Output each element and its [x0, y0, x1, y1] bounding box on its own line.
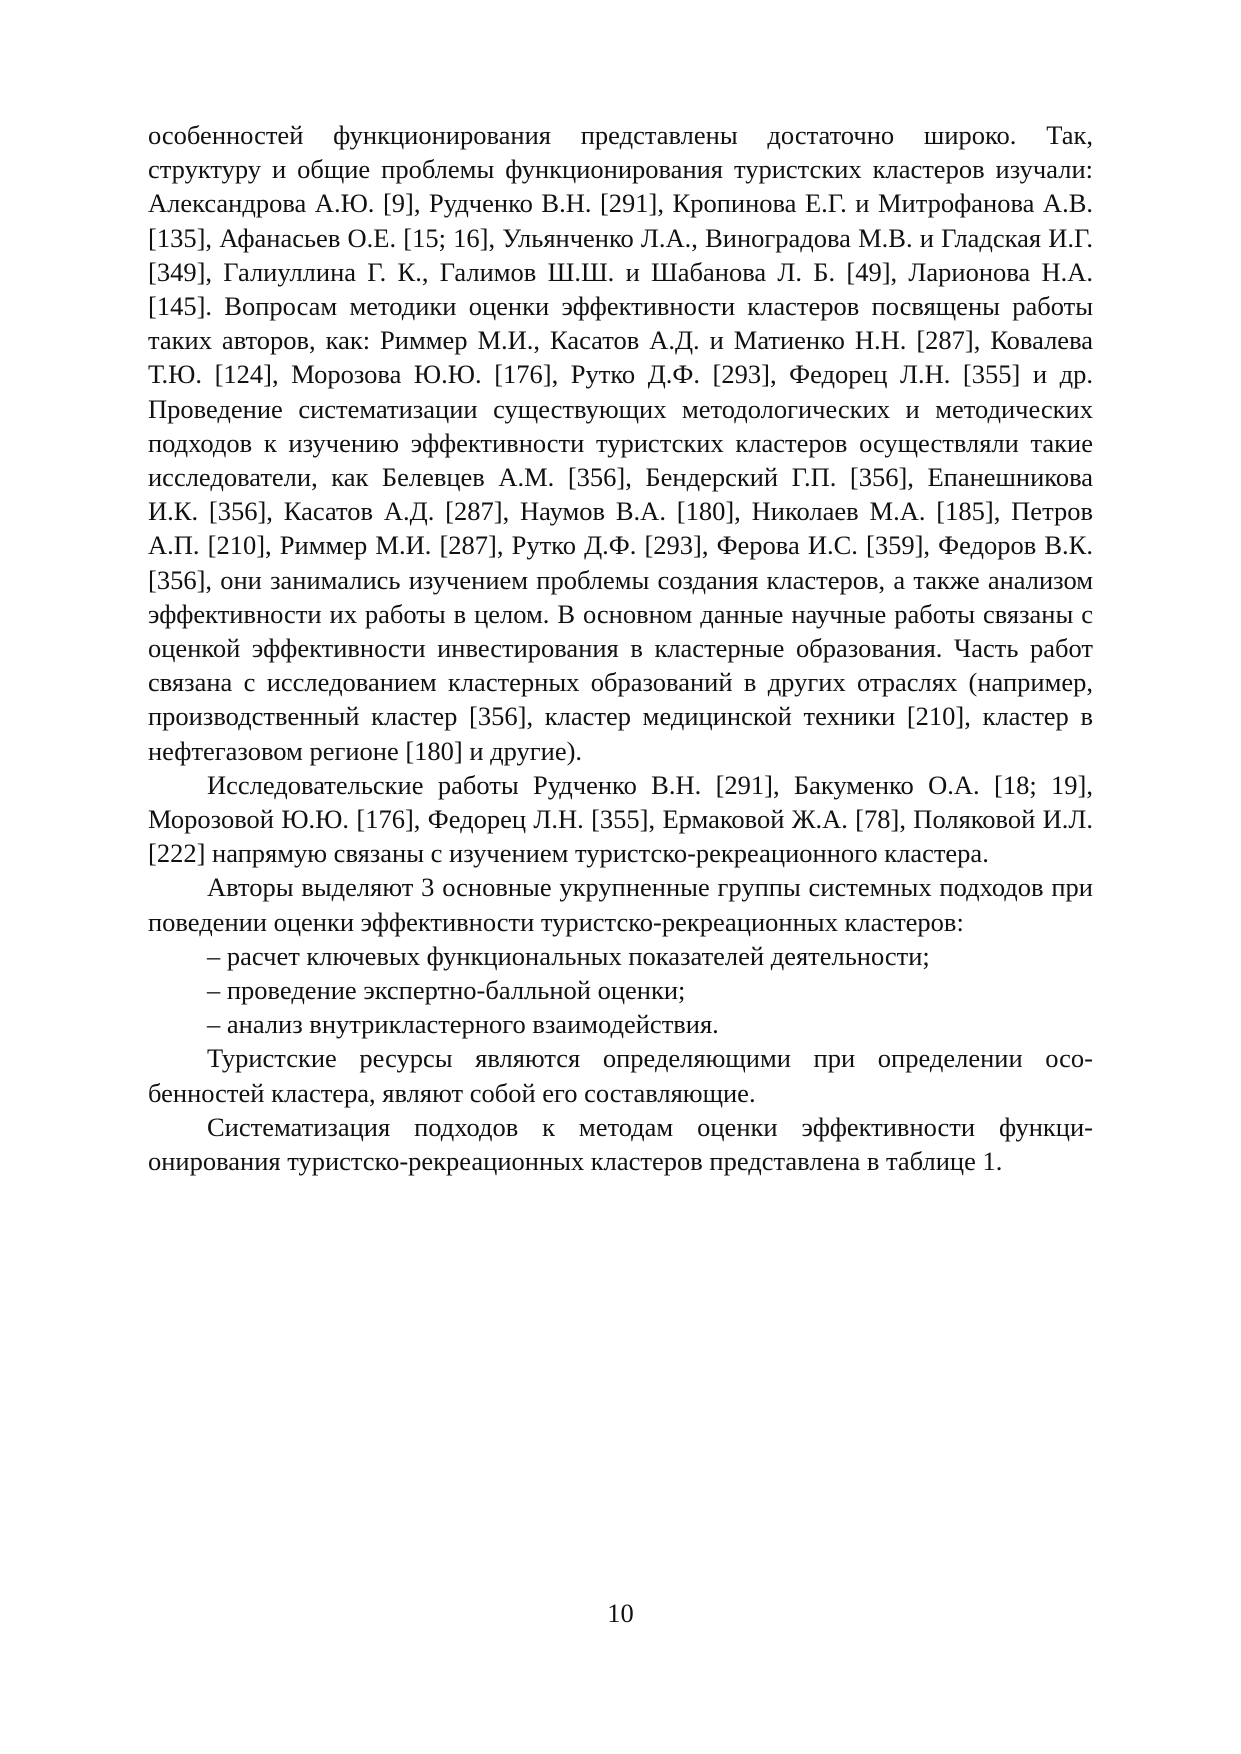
paragraph-table-reference: Систематизация подходов к методам оценки эффективности функционирования туристско-рекреационных кластеров представлена в таблице 1.: [148, 1111, 1093, 1177]
page-body: [148, 118, 1093, 1178]
page-number: 10: [607, 1598, 634, 1628]
paragraph-literature-review: особенностей функционирования представлены достаточно широко. Так, структуру и общие проблемы функционирования туристских кластеров изучали: Александрова А.Ю. [9], Рудченко В.Н. [291], Кропинова Е.Г. и Митрофанова А.В. [135], Афанасьев О.Е. [15; 16], Ульянченко Л.А., Виноградова М.В. и Гладская И.Г. [349], Галиуллина Г. К., Галимов Ш.Ш. и Шабанова Л. Б. [49], Ларионова Н.А. [145]. Вопросам методики оценки эффективности кластеров посвящены работы таких авторов, как: Риммер М.И., Касатов А.Д. и Матиенко Н.Н. [287], Ковалева Т.Ю. [124], Морозова Ю.Ю. [176], Рутко Д.Ф. [293], Федорец Л.Н. [355] и др. Проведение систематизации существующих методологических и методических подходов к изучению эффективности туристских кластеров осуществляли такие исследователи, как Белевцев А.М. [356], Бендерский Г.П. [356], Епанешникова И.К. [356], Касатов А.Д. [287], Наумов В.А. [180], Николаев М.А. [185], Петров А.П. [210], Риммер М.И. [287], Рутко Д.Ф. [293], Ферова И.С. [359], Федоров В.К. [356], они занимались изучением проблемы создания кластеров, а также анализом эффективности их работы в целом. В основном данные научные работы связаны с оценкой эффективности инвестирования в кластерные образования. Часть работ связана с исследованием кластерных образований в других отраслях (например, производственный кластер [356], кластер медицинской техники [210], кластер в нефтегазовом регионе [180] и другие).: [148, 120, 1093, 766]
list-item-functional-indicators: – расчет ключевых функциональных показателей деятельности;: [207, 940, 930, 971]
list-item-intracluster-analysis: – анализ внутрикластерного взаимодействия.: [207, 1009, 719, 1040]
paragraph-approach-groups: Авторы выделяют 3 основные укрупненные группы системных подходов при поведении оценки эффективности туристско-рекреационных кластеров:: [148, 872, 1093, 937]
list-item-expert-scoring: – проведение экспертно-балльной оценки;: [207, 975, 686, 1006]
paragraph-research-works: Исследовательские работы Рудченко В.Н. [291], Бакуменко О.А. [18; 19], Морозовой Ю.Ю. [176], Федорец Л.Н. [355], Ермаковой Ж.А. [78], Поляковой И.Л. [222] напрямую связаны с изучением туристско-рекреационного кластера.: [148, 769, 1093, 869]
paragraph-tourist-resources: Туристские ресурсы являются определяющими при определении особенностей кластера, являют собой его составляющие.: [148, 1043, 1093, 1108]
